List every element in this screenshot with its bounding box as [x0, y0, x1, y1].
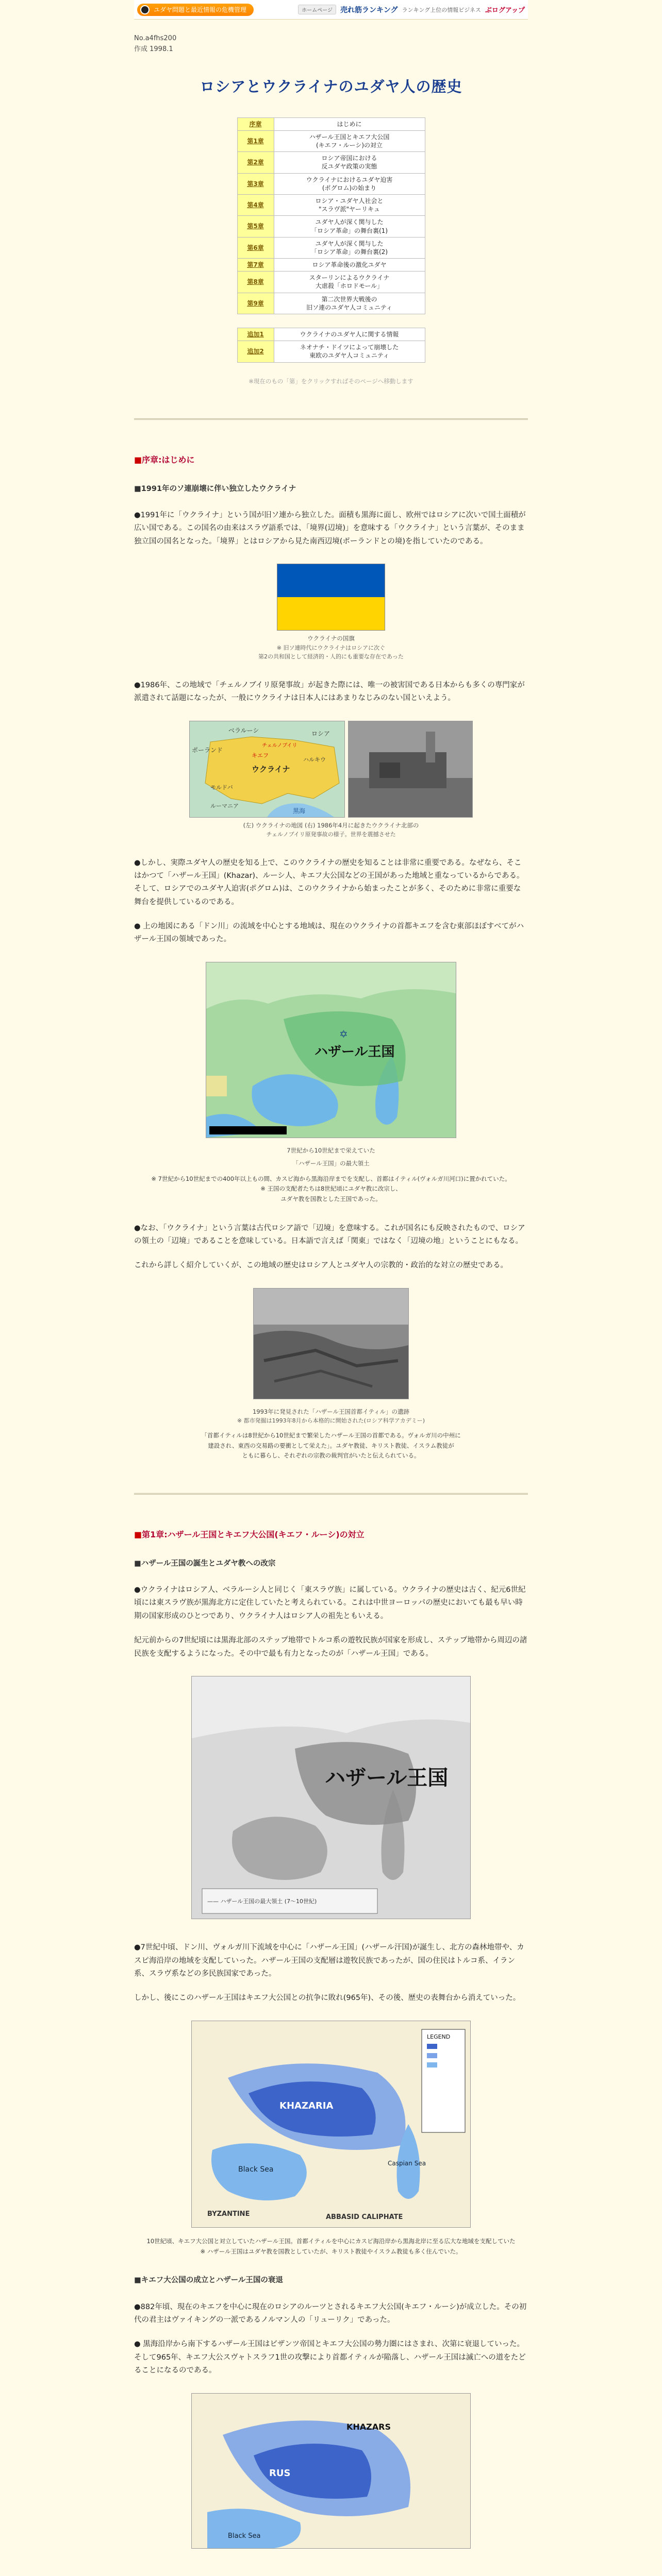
- khazar-map-figure: [134, 962, 528, 1205]
- map-note: ※ 王国の支配者たちは8世紀頃にユダヤ教に改宗し、: [260, 1185, 402, 1193]
- toc-chapter-title: ロシア・ユダヤ人社会と "スラヴ派"ヤーリキュ: [274, 194, 425, 215]
- map-label: ロシア: [311, 730, 330, 737]
- toc-chapter-title: スターリンによるウクライナ 大虐殺「ホロドモール」: [274, 272, 425, 293]
- prologue-heading-text: 序章:はじめに: [142, 454, 195, 465]
- ranking-logo: ホームページ: [298, 5, 336, 14]
- heading-mark: ■: [134, 454, 142, 465]
- map-label: KHAZARIA: [279, 2100, 334, 2111]
- divider: [134, 1493, 528, 1495]
- map-note: ユダヤ教を国教とした王国であった。: [280, 1195, 382, 1202]
- toc-row: [237, 152, 425, 173]
- map-legend: —— ハザール王国の最大領土 (7〜10世紀): [207, 1897, 317, 1905]
- toc-row: [237, 117, 425, 130]
- map-label: BYZANTINE: [207, 2210, 250, 2218]
- doc-meta: [134, 33, 528, 55]
- paragraph: これから詳しく紹介していくが、この地域の歴史はロシア人とユダヤ人の宗教的・政治的な対立の歴史である。: [134, 1261, 508, 1270]
- toc-row: [237, 259, 425, 272]
- toc-chapter-title: ユダヤ人が深く関与した 「ロシア革命」の舞台裏(2): [274, 237, 425, 258]
- paragraph: 紀元前からの7世紀頃には黒海北部のステップ地帯でトルコ系の遊牧民族が国家を形成し、ステップ地帯から周辺の諸民族を支配するようになった。その中で最も有力となったのが「ハザール王国」である。: [134, 1636, 527, 1658]
- map-caption-note: チェルノブイリ原発事故の様子。世界を震撼させた: [266, 831, 396, 838]
- map-label: Caspian Sea: [388, 2159, 426, 2167]
- map-label: KHAZARS: [346, 2421, 391, 2432]
- toc-row: [237, 194, 425, 215]
- ranking-badge: ぶログアップ: [485, 7, 525, 14]
- excavation-photo: [253, 1288, 409, 1399]
- ranking-title: 売れ筋ランキング: [340, 6, 398, 14]
- toc-chapter-title: ロシア帝国における 反ユダヤ政策の実態: [274, 152, 425, 173]
- paragraph: ●なお、「ウクライナ」という言葉は古代ロシア語で「辺境」を意味する。これが国名にも反映されたもので、ロシアの領土の「辺境」であることを意味している。日本語で言えば「関東」ではなく「辺境の地」ということにもなる。: [134, 1224, 525, 1245]
- toc-chapter-link[interactable]: 序章: [237, 117, 274, 130]
- map-label: ルーマニア: [210, 802, 239, 809]
- photo-caption: 1993年に発見された「ハザール王国首都イティル」の遺跡: [252, 1408, 410, 1416]
- divider: [134, 418, 528, 420]
- map-caption: (左) ウクライナの地図 (右) 1986年4月に起きたウクライナ北部の: [243, 821, 419, 829]
- khazar-grayscale-map: [191, 1676, 471, 1919]
- map-caption: 10世紀頃、キエフ大公国と対立していたハザール王国。首都イティルを中心にカスピ海沿岸から黒海北岸に至る広大な地域を支配していた: [146, 2238, 516, 2245]
- section-subheading: ■ハザール王国の誕生とユダヤ教への改宗: [134, 1559, 276, 1568]
- section-subheading: ■キエフ大公国の成立とハザール王国の衰退: [134, 2276, 283, 2285]
- chapter1-heading: [134, 1528, 528, 1542]
- toc-chapter-link[interactable]: 第3章: [237, 173, 274, 194]
- toc-note: ※現在のもの「第」をクリックすればそのページへ移動します: [249, 377, 413, 385]
- doc-number: No.a4fhs200: [134, 35, 177, 42]
- ukraine-flag-image: [277, 564, 385, 631]
- map-label: 黒海: [293, 807, 306, 815]
- ukraine-map-image: [189, 721, 345, 818]
- site-home-link[interactable]: [137, 4, 254, 16]
- map-caption: 7世紀から10世紀まで栄えていた: [287, 1147, 375, 1155]
- khazar-grayscale-map-figure: [134, 1676, 528, 1924]
- prologue-heading: [134, 453, 528, 467]
- toc-row: [237, 130, 425, 151]
- toc-chapter-title: 第二次世界大戦後の 旧ソ連のユダヤ人コミュニティ: [274, 293, 425, 314]
- site-label: ユダヤ問題と最近情報の危機管理: [154, 6, 247, 13]
- flag-note: ※ 旧ソ連時代にウクライナはロシアに次ぐ: [276, 644, 386, 651]
- flag-note: 第2の共和国として経済的・人的にも重要な存在であった: [258, 653, 404, 660]
- chapter1-heading-text: 第1章:ハザール王国とキエフ大公国(キエフ・ルーシ)の対立: [142, 1529, 365, 1539]
- map-label: ポーランド: [192, 746, 223, 754]
- toc-chapter-link[interactable]: 第6章: [237, 237, 274, 258]
- site-logo-icon: [140, 5, 150, 14]
- toc-chapter-title: ロシア革命後の激化ユダヤ: [274, 259, 425, 272]
- toc-chapter-link[interactable]: 第8章: [237, 272, 274, 293]
- paragraph: ● 上の地図にある「ドン川」の流域を中心とする地域は、現在のウクライナの首都キエフを含む東部ほぼすべてがハザール王国の領域であった。: [134, 922, 524, 944]
- ukraine-map-figure: [134, 721, 528, 839]
- svg-text:✡: ✡: [339, 1027, 348, 1040]
- paragraph: ●882年頃、現在のキエフを中心に現在のロシアのルーツとされるキエフ大公国(キエフ・ルーシ)が成立した。その初代の君主はヴァイキングの一派であるノルマン人の「リューリク」であった。: [134, 2302, 527, 2325]
- photo-note: 建設され、東西の交易路の要衝として栄えた」。ユダヤ教徒、キリスト教徒、イスラム教徒が: [208, 1442, 454, 1449]
- map-label: ハザール王国: [325, 1766, 449, 1790]
- page-title: ロシアとウクライナのユダヤ人の歴史: [200, 77, 462, 95]
- doc-created: 作成 1998.1: [134, 45, 173, 54]
- map-label: ABBASID CALIPHATE: [326, 2213, 403, 2221]
- rus-khazar-map: [191, 2393, 471, 2549]
- toc-chapter-title: ユダヤ人が深く関与した 「ロシア革命」の舞台裏(1): [274, 216, 425, 237]
- toc-row: [237, 173, 425, 194]
- photo-note: ともに暮らし、それぞれの宗教の裁判官がいたと伝えられている。: [242, 1452, 420, 1460]
- toc-chapter-title: ウクライナにおけるユダヤ迫害 (ポグロム)の始まり: [274, 173, 425, 194]
- top-banner: [134, 0, 528, 20]
- toc-chapter-link[interactable]: 第2章: [237, 152, 274, 173]
- heading-mark: ■: [134, 1529, 142, 1539]
- paragraph: ●1986年、この地域で「チェルノブイリ原発事故」が起きた際には、唯一の被害国である日本からも多くの専門家が派遣されて話題になったが、一般にウクライナは日本人にはあまりなじみのない国といえよう。: [134, 681, 525, 703]
- map-note: ※ 7世紀から10世紀までの400年以上もの間、カスピ海から黒海沿岸までを支配し、首都はイティル(ヴォルガ川河口)に置かれていた。: [151, 1175, 511, 1182]
- map-caption-note: ※ ハザール王国はユダヤ教を国教としていたが、キリスト教徒やイスラム教徒も多く住んでいた。: [200, 2247, 462, 2255]
- photo-note: 「首都イティルは8世紀から10世紀まで繁栄したハザール王国の首都である。ヴォルガ川の中州に: [201, 1432, 461, 1439]
- toc-row: [237, 237, 425, 258]
- toc-chapter-title: はじめに: [274, 117, 425, 130]
- extra-contents: [237, 328, 425, 363]
- table-of-contents: [237, 117, 425, 314]
- map-label: チェルノブイリ: [262, 742, 297, 749]
- map-label: ハルキウ: [303, 756, 326, 763]
- khazar-territory-map: [206, 962, 456, 1138]
- content-column: [134, 33, 528, 2553]
- map-legend-title: LEGEND: [427, 2033, 451, 2040]
- toc-chapter-link[interactable]: 第5章: [237, 216, 274, 237]
- toc-chapter-title: ハザール王国とキエフ大公国 (キエフ・ルーシ)の対立: [274, 130, 425, 151]
- map-label: ハザール王国: [315, 1044, 395, 1060]
- flag-caption: ウクライナの国旗: [307, 635, 355, 642]
- ranking-subtitle: ランキング上位の情報ビジネス: [402, 6, 481, 13]
- khazaria-historical-map: [191, 2021, 471, 2228]
- toc-row: [237, 341, 425, 362]
- excavation-figure: [134, 1288, 528, 1461]
- paragraph: ●しかし、実際ユダヤ人の歴史を知る上で、このウクライナの歴史を知ることは非常に重要である。なぜなら、そこはかつて「ハザール王国」(Khazar)、ルーシ人、キエフ大公国などの王国があった地域と重なっているからである。そして、ロシアでのユダヤ人迫害(ポグロム)は、このウクライナから始まったことが多く、そのために非常に重要な舞台を提供しているのである。: [134, 858, 524, 906]
- photo-caption-note: ※ 都市発掘は1993年8月から本格的に開始された(ロシア科学アカデミー): [237, 1417, 425, 1425]
- toc-chapter-link[interactable]: 第7章: [237, 259, 274, 272]
- toc-row: [237, 293, 425, 314]
- paragraph: ●7世紀中頃、ドン川、ヴォルガ川下流域を中心に「ハザール王国」(ハザール汗国)が誕生し、北方の森林地帯や、カスピ海沿岸の地域を支配していった。ハザール王国の支配層は遊牧民族であったが、国の住民はトルコ系、イラン系、スラヴ系などの多民族国家であった。: [134, 1943, 524, 1978]
- map-label: RUS: [269, 2467, 291, 2479]
- toc-chapter-link[interactable]: 第1章: [237, 130, 274, 151]
- khazaria-historical-map-figure: [134, 2021, 528, 2257]
- toc-chapter-link[interactable]: 第4章: [237, 194, 274, 215]
- map-label: キエフ: [252, 752, 269, 759]
- map-label: ウクライナ: [252, 764, 290, 774]
- paragraph: ●1991年に「ウクライナ」という国が旧ソ連から独立した。面積も黒海に面し、欧州ではロシアに次いで国土面積が広い国である。この国名の由来はスラヴ語系では、「境界(辺境)」を意味する「ウクライナ」という言葉が、そのまま独立国の国名となった。「境界」とはロシアから見た南西辺境(ポーランドとの境)を指していたのである。: [134, 511, 526, 546]
- paragraph: ●ウクライナはロシア人、ベラルーシ人と同じく「東スラヴ族」に属している。ウクライナの歴史は古く、紀元6世紀頃には東スラヴ族が黒海北方に定住していたと考えられている。これは中世ヨーロッパの歴史においても最も早い時期の国家形成のひとつであり、ウクライナ人はロシア人の祖先ともいえる。: [134, 1586, 526, 1620]
- section-subheading: ■1991年のソ連崩壊に伴い独立したウクライナ: [134, 484, 296, 493]
- toc-row: [237, 216, 425, 237]
- map-caption: 「ハザール王国」の最大領土: [292, 1159, 370, 1167]
- toc-chapter-link[interactable]: 追加1: [237, 328, 274, 341]
- map-label: Black Sea: [228, 2532, 261, 2540]
- toc-chapter-title: ネオナチ・ドイツによって崩壊した 東欧のユダヤ人コミュニティ: [274, 341, 425, 362]
- flag-figure: [134, 564, 528, 662]
- toc-chapter-link[interactable]: 追加2: [237, 341, 274, 362]
- map-label: Black Sea: [238, 2165, 274, 2174]
- ranking-banner[interactable]: [298, 5, 525, 15]
- paragraph: しかし、後にこのハザール王国はキエフ大公国との抗争に敗れ(965年)、その後、歴史の表舞台から消えていった。: [134, 1994, 521, 2003]
- toc-chapter-title: ウクライナのユダヤ人に関する情報: [274, 328, 425, 341]
- toc-row: [237, 272, 425, 293]
- map-label: モルドバ: [210, 784, 233, 791]
- toc-row: [237, 328, 425, 341]
- rus-khazar-map-figure: [134, 2393, 528, 2553]
- paragraph: ● 黒海沿岸から南下するハザール王国はビザンツ帝国とキエフ大公国の勢力圏にはさまれ、次第に衰退していった。そして965年、キエフ大公スヴャトスラフ1世の攻撃により首都イティルが陥落し、ハザール王国は滅亡への道をたどることになるのである。: [134, 2340, 526, 2375]
- map-label: ベラルーシ: [228, 726, 259, 734]
- toc-chapter-link[interactable]: 第9章: [237, 293, 274, 314]
- chernobyl-photo: [348, 721, 473, 818]
